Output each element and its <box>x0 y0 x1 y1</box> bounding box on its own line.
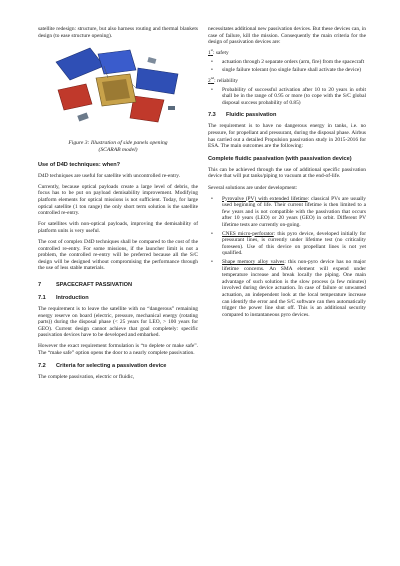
paragraph: necessitates additional new passivation devices. But these devices can, in case of failure, kill the mission. Consequently the main criteria for the design of passivation devices are: <box>208 26 366 46</box>
list-item-text: actuation through 2 separate orders (arm, fire) from the spacecraft <box>222 58 365 65</box>
safety-list <box>208 59 366 74</box>
satellite-illustration <box>38 44 198 136</box>
list-item: • actuation through 2 separate orders (arm, fire) from the spacecraft <box>211 58 365 65</box>
debris-fragment <box>147 57 156 64</box>
solution-name: CNES micro-perforator <box>222 230 274 237</box>
paragraph: Several solutions are under development: <box>208 184 298 191</box>
solution-text: : classical PVs are usually used beginning of life. Their current lifetime is then limited to a few years and is not compatible with the passivation that occurs after 10 years (LEO) or 20 years (GEO) in orbit. Different PV lifetime tests are currently on-going. <box>222 195 366 228</box>
left-column <box>38 26 198 385</box>
label-number: 1 <box>208 50 211 57</box>
paragraph: The requirement is to leave the satellite with no “dangerous” remaining energy reserve on board (electric, pressure, mechanical energy (rotating parts)) during the disposal phase (< 25 years for LEO, > 100 years for GEO). Current design cannot achieve that goal completely: specific passivation devices have to be developed and embarked. <box>38 305 198 339</box>
debris-fragment <box>168 106 175 110</box>
section-heading: Use of D4D techniques: when? <box>38 161 121 168</box>
section-heading-7-2 <box>38 363 198 370</box>
paragraph: However the exact requirement formulation is “to deplete or make safe”. The “make safe” option opens the door to a nearly complete passivation. <box>38 343 198 356</box>
list-item: • single failure tolerant (no single failure shall activate the device) <box>211 67 362 74</box>
side-panel-upper <box>98 50 136 74</box>
side-panel-red-left <box>58 84 92 110</box>
section-number: 7 <box>38 281 42 288</box>
section-title: Introduction <box>56 294 89 301</box>
criteria-label-safety <box>208 50 366 57</box>
paragraph: For satellites with non-optical payloads, improving the demisability of platform units is very useful. <box>38 221 198 234</box>
label-ordinal: st <box>210 48 213 53</box>
list-item: • Shape memory alloy valves: this non-pyro device has no major lifetime concerns. An SMA element will expend under temperature increase and break locally the piping. One main advantage of such solution is the slow process (a few minutes) involved during device actuation. In case of failure or unwanted actuation, an independent look at the local temperature increase can identify the error and the S/C software can then automatically trigger the power line shut off. This is an additional security compared to instantaneous pyro devices. <box>211 258 366 318</box>
solution-text: : this non-pyro device has no major lifetime concerns. An SMA element will expend under temperature increase and break locally the piping. One main advantage of such solution is the slow process (a few minutes) involved during device actuation. In case of failure or unwanted actuation, an independent look at the local temperature increase can identify the error and the S/C software can then automatically trigger the power line shut off. This is an additional security compared to instantaneous pyro devices. <box>222 258 366 318</box>
paragraph: The cost of complex D4D techniques shall be compared to the cost of the controlled re-entry. For some missions, if the launcher limit is not a problem, the controlled re-entry will be preferred because all the S/C design will be designed without compromising the performance through the use of less stable materials. <box>38 238 198 272</box>
paragraph: This can be achieved through the use of additional specific passivation device that will put tanks/piping to vacuum at the end-of-life. <box>208 166 366 180</box>
scarab-model-figure <box>38 44 198 136</box>
solution-name: Pyrovalve (PV) with extended lifetime <box>222 195 308 202</box>
caption-line: (SCARAB model) <box>98 146 138 153</box>
section-number: 7.2 <box>38 362 46 369</box>
solution-text: : this pyro device, developed initially for pressurant lines, is currently under lifetime test (no criticality foreseen). Use of this device on propellant lines is not yet qualified. <box>222 230 367 257</box>
paragraph: The requirement is to have no dangerous energy in tanks, i.e. no pressure, for propellant and pressurant, during the disposal phase. Airbus has carried out a detailed Propulsion passivation study in 2015-2016 for ESA. The main outcomes are the following: <box>208 123 366 150</box>
solutions-list <box>208 196 366 319</box>
list-item: • Probability of successful activation after 10 to 20 years in orbit shall be in the range of 0.95 or more (to cope with the S/C global disposal success probability of 0.85) <box>211 86 366 106</box>
debris-fragment <box>77 112 88 121</box>
side-panel-top <box>56 48 104 80</box>
label-number: 2 <box>208 78 211 85</box>
section-number: 7.1 <box>38 294 46 301</box>
right-column <box>208 26 366 322</box>
list-item: • CNES micro-perforator: this pyro device, developed initially for pressurant lines, is currently under lifetime test (no criticality foreseen). Use of this device on propellant lines is not yet qualified. <box>211 230 367 257</box>
caption-line: Figure 3: Illustration of side panels opening <box>68 139 168 146</box>
section-title: Fluidic passivation <box>226 112 277 119</box>
label-text: : safety <box>212 50 229 57</box>
label-ordinal: nd <box>210 76 215 81</box>
paragraph: D4D techniques are useful for satellite with uncontrolled re-entry. <box>38 172 181 179</box>
section-title: Criteria for selecting a passivation device <box>56 362 167 369</box>
side-panel-right <box>136 68 178 94</box>
reliability-list <box>208 87 366 107</box>
list-item: • Pyrovalve (PV) with extended lifetime: classical PVs are usually used beginning of life. Their current lifetime is then limited to a few years and is not compatible with the passivation that occurs after 10 years (LEO) or 20 years (GEO) in orbit. Different PV lifetime tests are currently on-going. <box>211 195 366 228</box>
list-item-text: single failure tolerant (no single failure shall activate the device) <box>222 67 362 74</box>
label-text: : reliability <box>214 78 238 85</box>
paragraph: satellite redesign: structure, but also harness routing and thermal blankets design (to ease structure opening). <box>38 26 198 39</box>
satellite-body-shade <box>102 79 130 101</box>
subsection-heading: Complete fluidic passivation (with passivation device) <box>208 155 352 162</box>
section-heading-7-1 <box>38 295 198 302</box>
list-item-text: Probability of successful activation after 10 to 20 years in orbit shall be in the range of 0.95 or more (to cope with the S/C global disposal success probability of 0.85) <box>222 86 366 106</box>
section-number: 7.3 <box>208 112 216 119</box>
paragraph: Currently, because optical payloads create a large level of debris, the focus has to be put on payload demisability improvement. Modifying platform elements for optical missions is not sufficient. Today, for large optical satellite (1 ton range) the only short term solution is the satellite controlled re-entry. <box>38 183 198 217</box>
figure-caption <box>38 140 198 154</box>
section-heading-7 <box>38 282 198 289</box>
section-title: SPACECRAFT PASSIVATION <box>56 281 133 288</box>
solution-name: Shape memory alloy valves <box>222 258 285 265</box>
criteria-label-reliability <box>208 78 366 85</box>
section-heading-7-3 <box>208 112 366 119</box>
paragraph: The complete passivation, electric or fluidic, <box>38 373 135 380</box>
